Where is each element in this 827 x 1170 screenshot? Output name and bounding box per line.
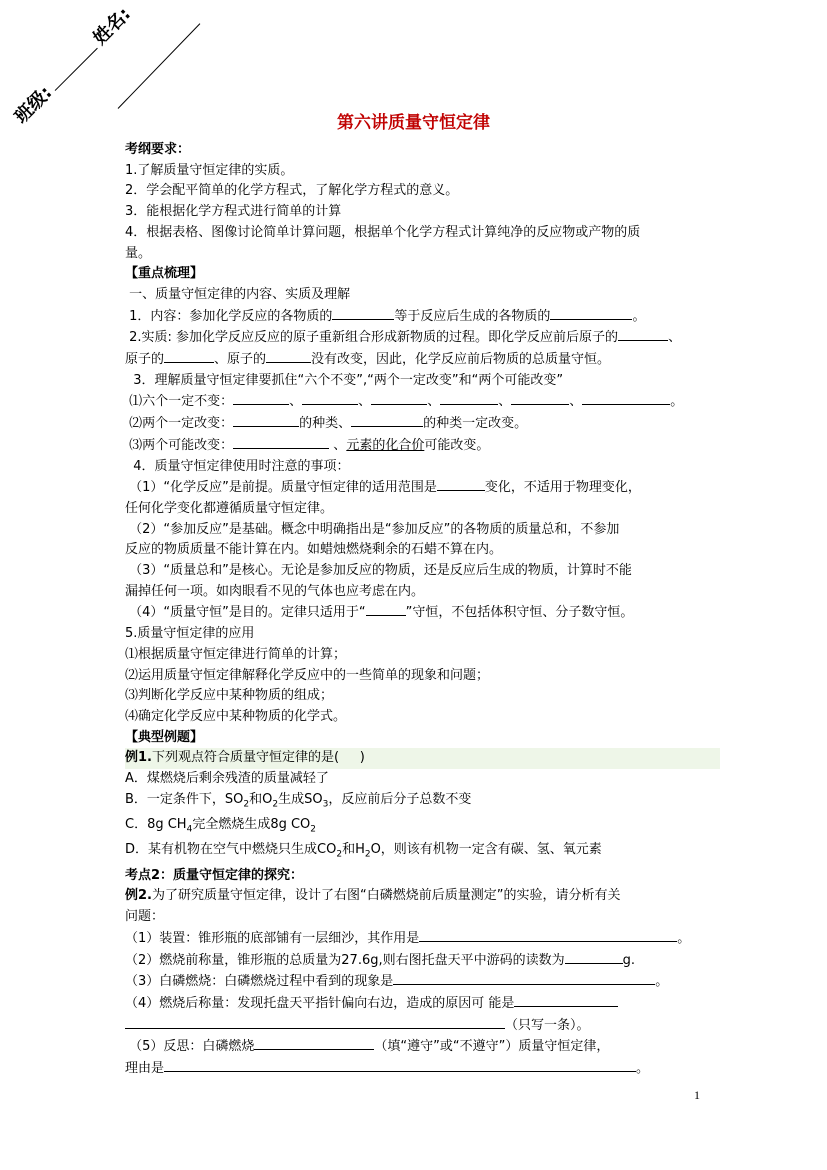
- key-understanding: 3．理解质量守恒定律要抓住“六个不变”,“两个一定改变”和“两个可能改变”: [133, 372, 564, 388]
- applications: 5.质量守恒定律的应用: [125, 626, 255, 642]
- content: [125, 140, 720, 1080]
- six-unchanged: ⑴六个一定不变： 、 、 、 、 、 。: [125, 391, 720, 413]
- blank[interactable]: [511, 391, 569, 405]
- blank[interactable]: [254, 1036, 374, 1050]
- binding-line: [118, 23, 201, 109]
- question-5: （5）反思：白磷燃烧 （填“遵守”或“不遵守”）质量守恒定律，: [125, 1036, 720, 1058]
- blank[interactable]: [582, 391, 670, 405]
- req-4a: 4．根据表格、图像讨论简单计算问题，根据单个化学方程式计算纯净的反应物或产物的质: [125, 224, 641, 240]
- note-3: （3）“质量总和”是核心。无论是参加反应的物质，还是反应后生成的物质，计算时不能: [129, 563, 632, 579]
- blank[interactable]: [618, 327, 668, 341]
- blank[interactable]: [125, 1015, 505, 1029]
- blank[interactable]: [233, 391, 289, 405]
- option-c[interactable]: C．8g $CH_4$完全燃烧生成8g $CO_2$: [125, 817, 317, 835]
- section-examples: 【典型例题】: [125, 729, 204, 745]
- req-3: 3．能根据化学方程式进行简单的计算: [125, 204, 342, 220]
- option-d[interactable]: D．某有机物在空气中燃烧只生成$CO_2$和$H_2O$，则该有机物一定含有碳、氢、氧元素: [125, 842, 602, 860]
- app-3: ⑶判断化学反应中某种物质的组成；: [125, 688, 334, 704]
- question-2: （2）燃烧前称量，锥形瓶的总质量为27.6g,则右图托盘天平中游码的读数为 g.: [125, 950, 720, 972]
- example-2: 例2.为了研究质量守恒定律，设计了右图“白磷燃烧前后质量测定”的实验，请分析有关: [125, 888, 621, 904]
- question-4: （4）燃烧后称量：发现托盘天平指针偏向右边，造成的原因可 能是: [125, 993, 720, 1015]
- blank[interactable]: [164, 349, 214, 363]
- note-1b: 任何化学变化都遵循质量守恒定律。: [125, 500, 334, 516]
- blank[interactable]: [565, 950, 623, 964]
- class-blank: [54, 47, 98, 91]
- key-essence-2: 原子的 、原子的 没有改变，因此，化学反应前后物质的总质量守恒。: [125, 349, 720, 371]
- blank[interactable]: [233, 435, 329, 449]
- blank[interactable]: [164, 1058, 636, 1072]
- note-4: （4）“质量守恒”是目的。定律只适用于“ ”守恒，不包括体积守恒、分子数守恒。: [125, 602, 720, 624]
- blank[interactable]: [419, 928, 677, 942]
- blank[interactable]: [366, 602, 406, 616]
- name-label: 姓名:: [89, 3, 135, 50]
- blank[interactable]: [233, 413, 299, 427]
- page-number: 1: [694, 1088, 700, 1102]
- app-2: ⑵运用质量守恒定律解释化学反应中的一些简单的现象和问题；: [125, 667, 490, 683]
- blank[interactable]: [393, 971, 655, 985]
- app-1: ⑴根据质量守恒定律进行简单的计算；: [125, 646, 347, 662]
- key-notes: 4．质量守恒定律使用时注意的事项：: [133, 458, 350, 474]
- req-1: 1.了解质量守恒定律的实质。: [125, 162, 294, 178]
- note-2: （2）“参加反应”是基础。概念中明确指出是“参加反应”的各物质的质量总和，不参加: [129, 521, 620, 537]
- section-key-points: 【重点梳理】: [125, 266, 204, 282]
- two-changed: ⑵两个一定改变： 的种类、 的种类一定改变。: [125, 413, 720, 435]
- key-heading-1: 一、质量守恒定律的内容、实质及理解: [129, 286, 351, 302]
- section-topic-2: 考点2：质量守恒定律的探究：: [125, 867, 304, 883]
- option-a[interactable]: A．煤燃烧后剩余残渣的质量减轻了: [125, 771, 329, 787]
- question-1: （1）装置：锥形瓶的底部铺有一层细沙，其作用是 。: [125, 928, 720, 950]
- req-4b: 量。: [125, 245, 152, 261]
- blank[interactable]: [351, 413, 423, 427]
- blank[interactable]: [440, 391, 498, 405]
- example-2b: 问题：: [125, 909, 165, 925]
- app-4: ⑷确定化学反应中某种物质的化学式。: [125, 708, 347, 724]
- blank[interactable]: [514, 993, 618, 1007]
- blank[interactable]: [332, 306, 394, 320]
- req-2: 2．学会配平简单的化学方程式，了解化学方程式的意义。: [125, 183, 459, 199]
- question-4b: （只写一条）。: [125, 1015, 720, 1037]
- class-label: 班级:: [10, 82, 57, 128]
- blank[interactable]: [437, 477, 485, 491]
- option-b[interactable]: B．一定条件下，$SO_2$和$O_2$生成$SO_3$，反应前后分子总数不变: [125, 791, 472, 810]
- note-2b: 反应的物质质量不能计算在内。如蜡烛燃烧剩余的石蜡不算在内。: [125, 542, 503, 558]
- example-1: 例1.下列观点符合质量守恒定律的是( ): [125, 748, 720, 769]
- section-requirements: 考纲要求：: [125, 142, 191, 157]
- blank[interactable]: [266, 349, 311, 363]
- page-title: 第六讲质量守恒定律: [337, 113, 490, 133]
- question-3: （3）白磷燃烧：白磷燃烧过程中看到的现象是 。: [125, 971, 720, 993]
- blank[interactable]: [302, 391, 358, 405]
- question-5b: 理由是 。: [125, 1058, 720, 1080]
- note-1: （1）“化学反应”是前提。质量守恒定律的适用范围是 变化，不适用于物理变化，: [125, 477, 720, 499]
- two-possible: ⑶两个可能改变： 、元素的化合价可能改变。: [125, 435, 720, 457]
- blank[interactable]: [371, 391, 427, 405]
- note-3b: 漏掉任何一项。如肉眼看不见的气体也应考虑在内。: [125, 583, 425, 599]
- key-essence: 2.实质: 参加化学反应反应的原子重新组合形成新物质的过程。即化学反应前后原子的 、: [125, 327, 720, 349]
- blank[interactable]: [550, 306, 632, 320]
- key-content: 1．内容：参加化学反应的各物质的 等于反应后生成的各物质的 。: [125, 306, 720, 328]
